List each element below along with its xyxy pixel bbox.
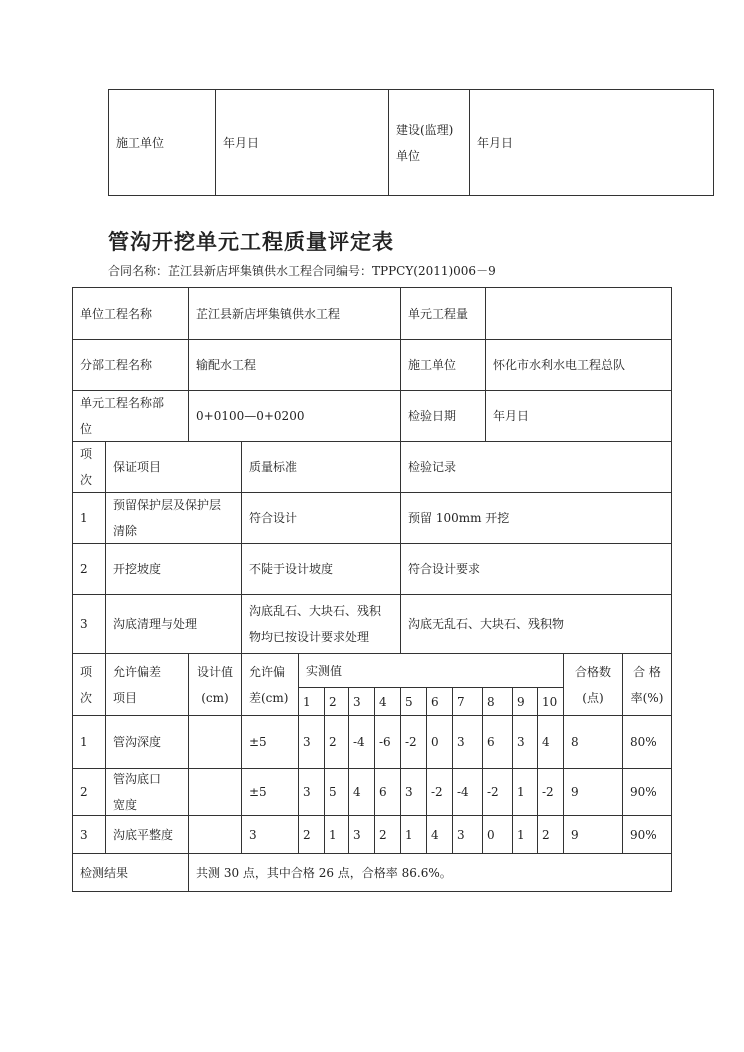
dev-row-value: 0 [426,715,453,769]
dev-header-pass-rate: 合 格 率(%) [622,653,672,716]
dev-row-design [188,768,242,816]
dev-row-value: 3 [348,815,375,854]
guarantee-cell: 预留保护层及保护层 清除 [105,492,242,544]
dev-row-pass-count: 9 [563,815,623,854]
dev-header-point: 4 [374,687,401,716]
dev-row-value: 1 [324,815,349,854]
dev-row-value: 1 [400,815,427,854]
dev-row-value: 4 [537,715,564,769]
dev-row-value: -2 [400,715,427,769]
dev-row-value: 3 [400,768,427,816]
guarantee-cell: 符合设计要求 [400,543,672,595]
info-division-label: 分部工程名称 [72,339,189,391]
dev-row-value: 3 [452,815,483,854]
dev-header-point: 6 [426,687,453,716]
dev-row-pass-rate: 90% [622,815,672,854]
guarantee-cell: 沟底乱石、大块石、残积 物均已按设计要求处理 [241,594,401,654]
dev-header-allowed: 允许偏 差(cm) [241,653,299,716]
dev-header-measured: 实测值 [298,653,564,688]
dev-row-value: 3 [298,768,325,816]
construction-date: 年月日 [215,89,389,196]
dev-header-point: 9 [512,687,538,716]
dev-row-value: 2 [537,815,564,854]
dev-row-value: -4 [348,715,375,769]
guarantee-cell: 2 [72,543,106,595]
guarantee-header: 检验记录 [400,441,672,493]
dev-header-item: 允许偏差 项目 [105,653,189,716]
dev-row-index: 2 [72,768,106,816]
dev-row-value: 2 [298,815,325,854]
dev-row-pass-rate: 90% [622,768,672,816]
dev-row-value: 1 [512,815,538,854]
dev-row-value: 3 [512,715,538,769]
info-inspect-date-label: 检验日期 [400,390,486,442]
dev-row-pass-count: 8 [563,715,623,769]
info-unit-project-label: 单位工程名称 [72,287,189,340]
dev-header-point: 10 [537,687,564,716]
dev-row-index: 3 [72,815,106,854]
result-text: 共测 30 点，其中合格 26 点，合格率 86.6%。 [188,853,672,892]
guarantee-cell: 沟底清理与处理 [105,594,242,654]
info-unit-quantity [485,287,672,340]
guarantee-cell: 1 [72,492,106,544]
dev-row-value: 2 [324,715,349,769]
dev-row-value: 5 [324,768,349,816]
info-builder: 怀化市水利水电工程总队 [485,339,672,391]
info-division: 输配水工程 [188,339,401,391]
dev-row-value: 6 [374,768,401,816]
info-element: 0+0100—0+0200 [188,390,401,442]
info-inspect-date: 年月日 [485,390,672,442]
dev-header-point: 5 [400,687,427,716]
dev-row-value: 2 [374,815,401,854]
dev-row-allowed: ±5 [241,768,299,816]
guarantee-header: 项 次 [72,441,106,493]
owner-label: 建设(监理) 单位 [388,89,470,196]
dev-header-point: 7 [452,687,483,716]
dev-row-value: -2 [537,768,564,816]
dev-header-point: 8 [482,687,513,716]
guarantee-header: 保证项目 [105,441,242,493]
dev-row-value: 3 [298,715,325,769]
dev-header-index: 项 次 [72,653,106,716]
guarantee-cell: 符合设计 [241,492,401,544]
dev-row-value: 4 [348,768,375,816]
dev-header-point: 2 [324,687,349,716]
dev-header-design: 设计值 (cm) [188,653,242,716]
dev-row-value: 1 [512,768,538,816]
dev-row-value: -2 [426,768,453,816]
guarantee-cell: 3 [72,594,106,654]
dev-row-value: -2 [482,768,513,816]
dev-row-design [188,715,242,769]
dev-row-value: 6 [482,715,513,769]
result-label: 检测结果 [72,853,189,892]
dev-row-value: -4 [452,768,483,816]
dev-row-design [188,815,242,854]
info-builder-label: 施工单位 [400,339,486,391]
contract-line: 合同名称：芷江县新店坪集镇供水工程合同编号：TPPCY(2011)006－9 [108,264,496,278]
info-unit-project: 芷江县新店坪集镇供水工程 [188,287,401,340]
dev-header-point: 1 [298,687,325,716]
dev-row-value: 3 [452,715,483,769]
dev-row-index: 1 [72,715,106,769]
dev-row-pass-count: 9 [563,768,623,816]
dev-row-item: 管沟底口 宽度 [105,768,189,816]
guarantee-cell: 开挖坡度 [105,543,242,595]
guarantee-cell: 预留 100mm 开挖 [400,492,672,544]
guarantee-cell: 沟底无乱石、大块石、残积物 [400,594,672,654]
dev-row-pass-rate: 80% [622,715,672,769]
guarantee-cell: 不陡于设计坡度 [241,543,401,595]
dev-row-item: 管沟深度 [105,715,189,769]
construction-unit-label: 施工单位 [108,89,216,196]
dev-row-value: 0 [482,815,513,854]
info-unit-quantity-label: 单元工程量 [400,287,486,340]
dev-row-allowed: 3 [241,815,299,854]
dev-header-pass-count: 合格数 (点) [563,653,623,716]
dev-row-value: -6 [374,715,401,769]
guarantee-header: 质量标准 [241,441,401,493]
dev-header-point: 3 [348,687,375,716]
info-element-label: 单元工程名称部 位 [72,390,189,442]
dev-row-value: 4 [426,815,453,854]
page-title: 管沟开挖单元工程质量评定表 [108,230,394,254]
dev-row-allowed: ±5 [241,715,299,769]
dev-row-item: 沟底平整度 [105,815,189,854]
owner-date: 年月日 [469,89,714,196]
